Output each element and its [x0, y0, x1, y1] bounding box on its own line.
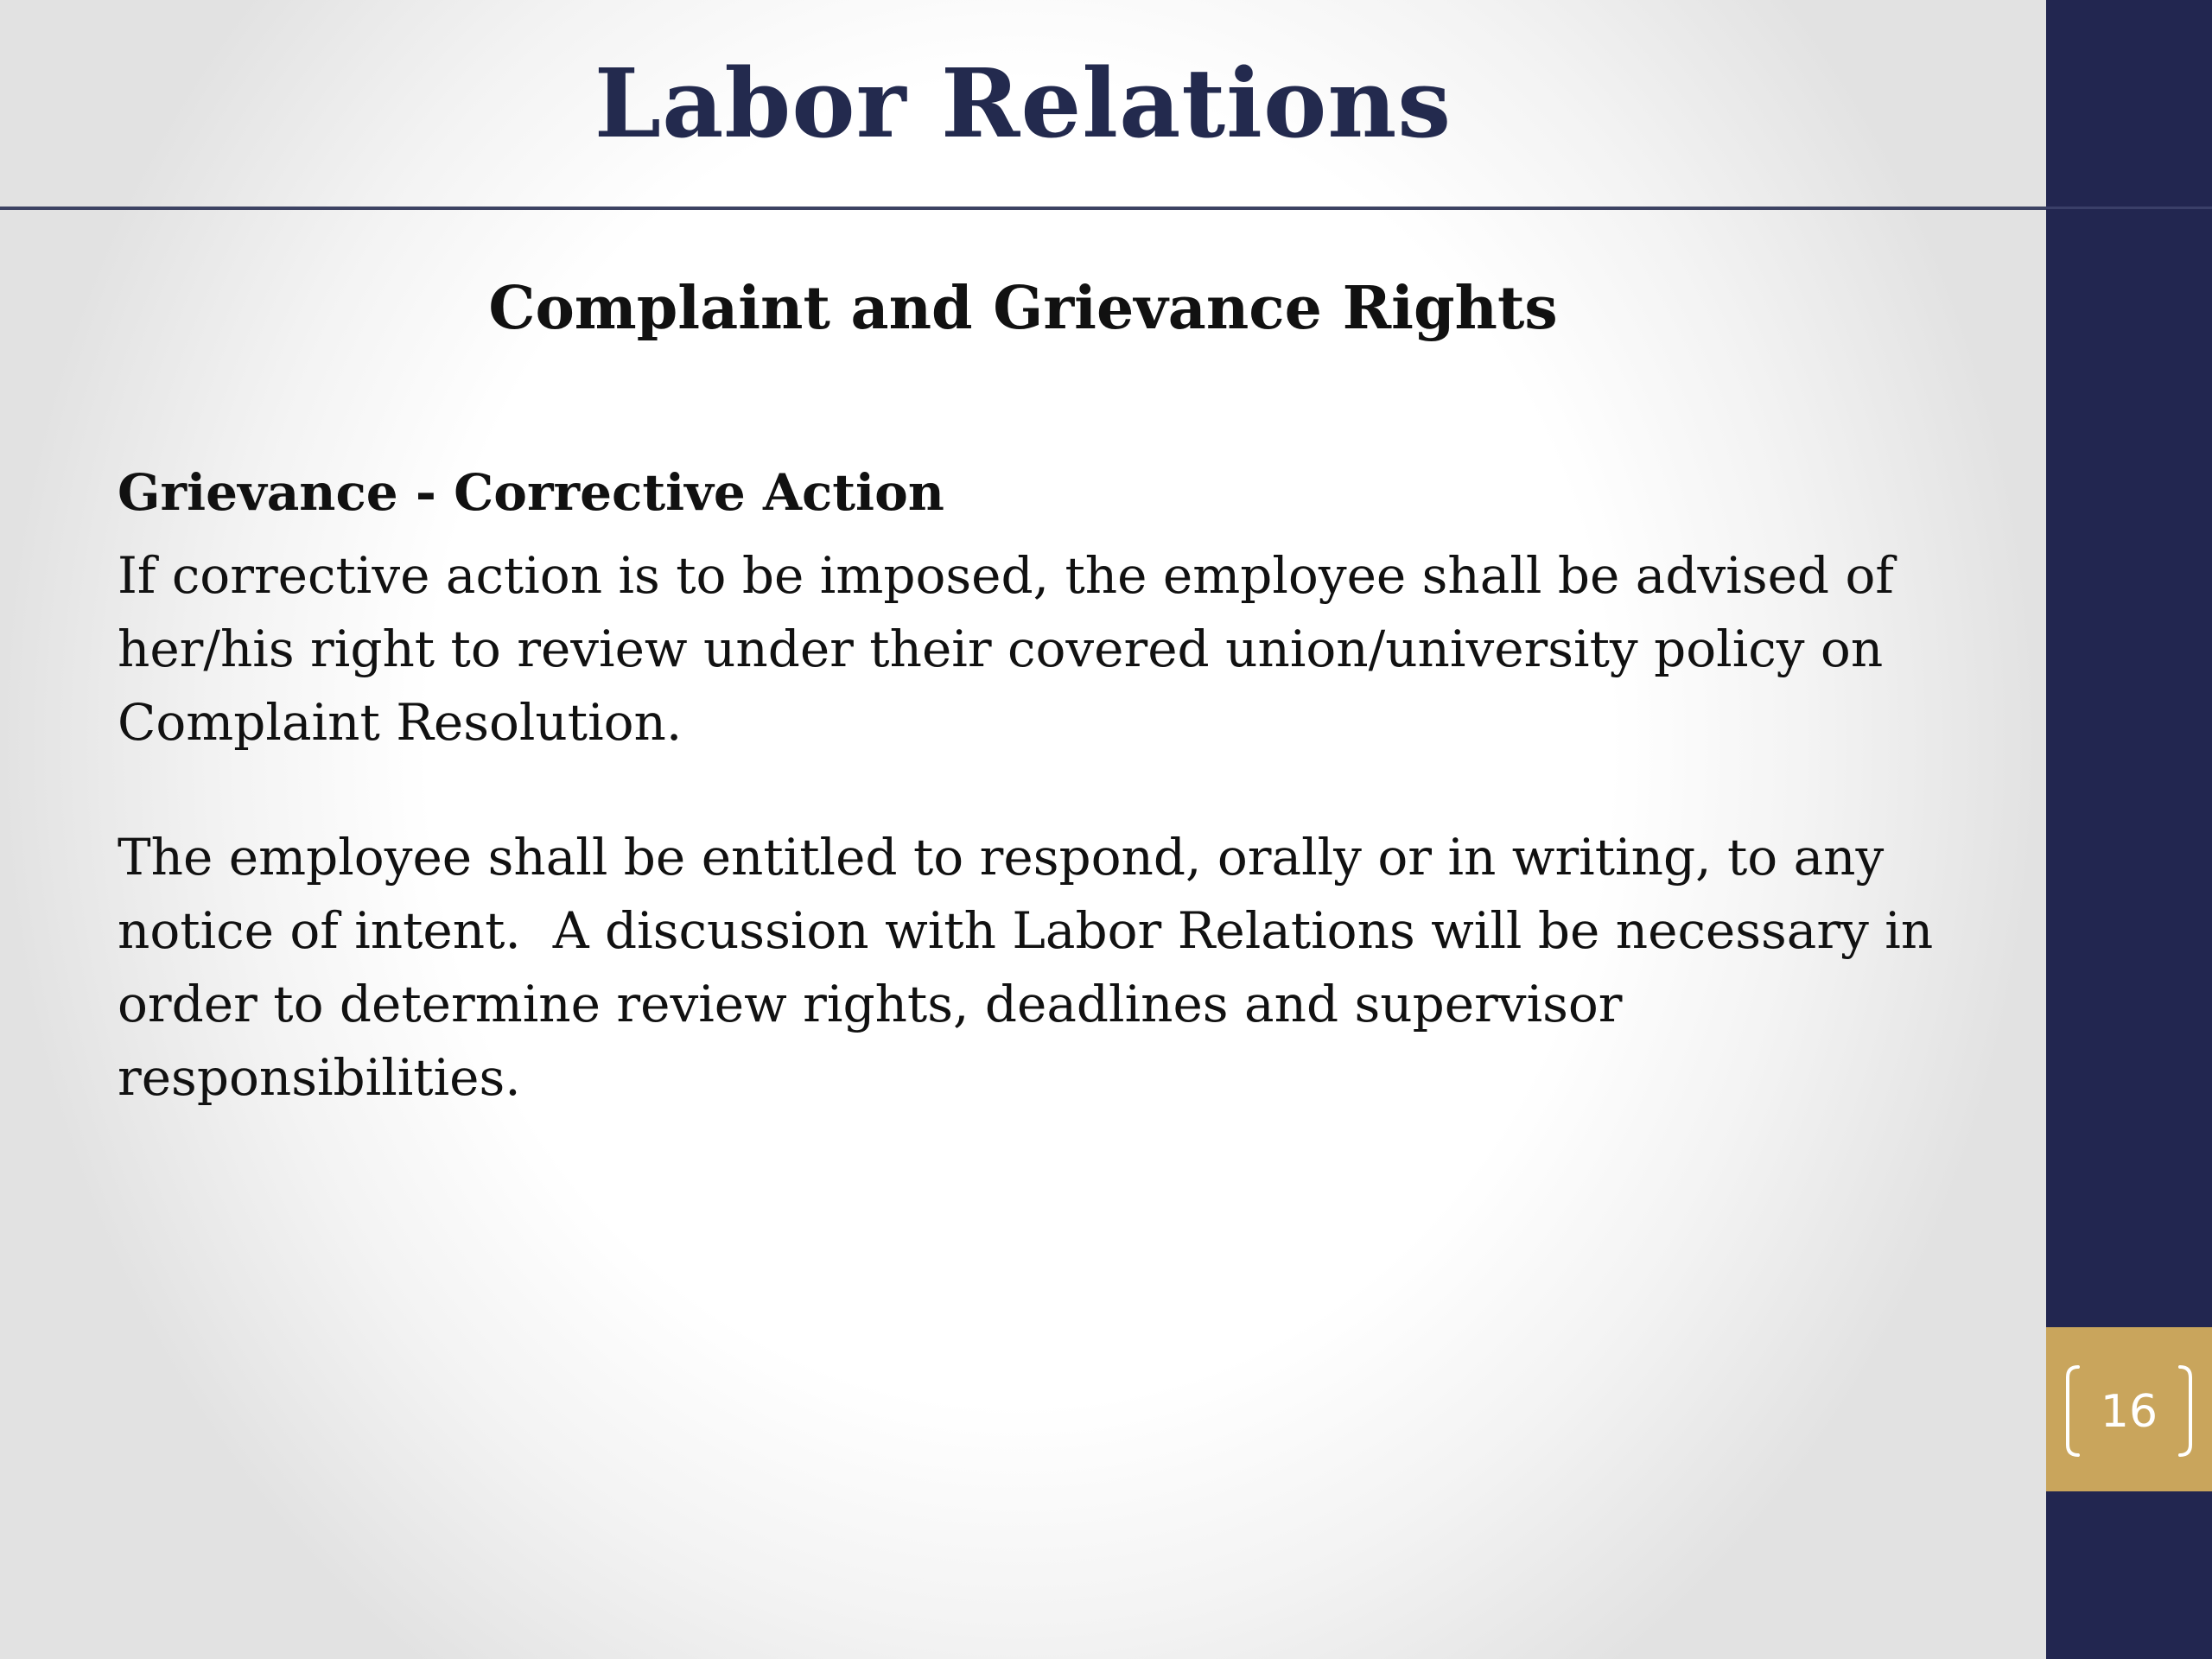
- slide-title: Labor Relations: [594, 48, 1452, 159]
- slide-body: [118, 456, 1958, 1115]
- title-divider: [0, 207, 2046, 210]
- body-paragraph-2: The employee shall be entitled to respond, orally or in writing, to any notice of intent. A discussion with Labor Relations will be necessary in order to determine review rights, deadlines and supervisor responsibilities.: [118, 828, 1949, 1107]
- sidebar-divider: [2046, 207, 2212, 209]
- page-number: 16: [2100, 1386, 2158, 1438]
- slide-subtitle: Complaint and Grievance Rights: [488, 274, 1558, 343]
- body-paragraph-1: If corrective action is to be imposed, the employee shall be advised of her/his right to review under their covered union/university policy on Complaint Resolution.: [118, 546, 1910, 752]
- section-heading: Grievance - Corrective Action: [118, 463, 944, 522]
